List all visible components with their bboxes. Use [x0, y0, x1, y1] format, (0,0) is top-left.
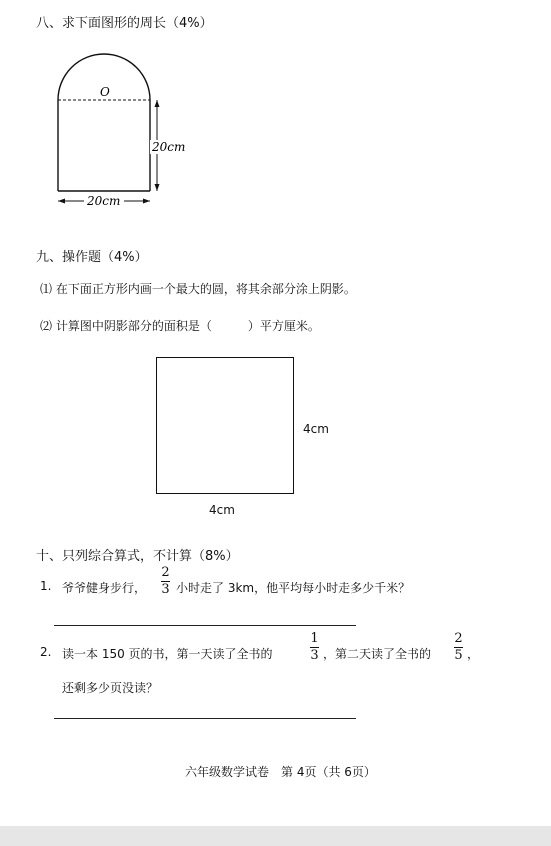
- fraction-numerator: 2: [454, 631, 463, 646]
- fraction-numerator: 1: [310, 631, 319, 646]
- question-2-line-2: 还剩多少页没读？: [62, 681, 159, 695]
- semicircle-rectangle-figure: [40, 50, 200, 215]
- arrow-down-icon: [155, 184, 160, 191]
- square-figure: [156, 357, 294, 494]
- square-side-label-right: 4cm: [303, 422, 329, 436]
- section-9-heading: 九、操作题（4%）: [36, 250, 148, 265]
- question-2-number: 2.: [40, 645, 52, 659]
- height-label: 20cm: [152, 140, 186, 154]
- square-side-label-bottom: 4cm: [209, 503, 235, 517]
- section-8-heading: 八、求下面图形的周长（4%）: [36, 16, 213, 31]
- question-2-fraction-1: [310, 632, 319, 663]
- question-1-number: 1.: [40, 579, 52, 593]
- fraction-denominator: 5: [454, 648, 463, 663]
- section-9-item-2: ⑵ 计算图中阴影部分的面积是（ ）平方厘米。: [40, 319, 320, 333]
- question-2-text-part-3: ，: [467, 647, 480, 661]
- fraction-numerator: 2: [161, 565, 170, 580]
- question-1-fraction: [161, 566, 170, 597]
- arrow-right-icon: [143, 199, 150, 204]
- fraction-denominator: 3: [310, 648, 319, 663]
- viewer-bottom-strip: [0, 826, 551, 846]
- section-9-item-1: ⑴ 在下面正方形内画一个最大的圆，将其余部分涂上阴影。: [40, 282, 356, 296]
- question-2-text-part-1: 读一本 150 页的书，第一天读了全书的: [62, 647, 273, 661]
- arrow-left-icon: [58, 199, 65, 204]
- arrow-up-icon: [155, 100, 160, 107]
- question-2-fraction-2: [454, 632, 463, 663]
- question-1-answer-line[interactable]: [54, 625, 356, 626]
- width-label: 20cm: [87, 194, 121, 208]
- question-1-text-after: 小时走了 3km，他平均每小时走多少千米？: [176, 581, 411, 595]
- fraction-denominator: 3: [161, 582, 170, 597]
- section-10-heading: 十、只列综合算式，不计算（8%）: [36, 549, 239, 564]
- question-2-answer-line[interactable]: [54, 718, 356, 719]
- center-label: O: [100, 85, 110, 99]
- page-footer: 六年级数学试卷 第 4页（共 6页）: [185, 765, 376, 779]
- question-2-text-part-2: ，第二天读了全书的: [323, 647, 432, 661]
- question-1-text-before: 爷爷健身步行，: [62, 581, 147, 595]
